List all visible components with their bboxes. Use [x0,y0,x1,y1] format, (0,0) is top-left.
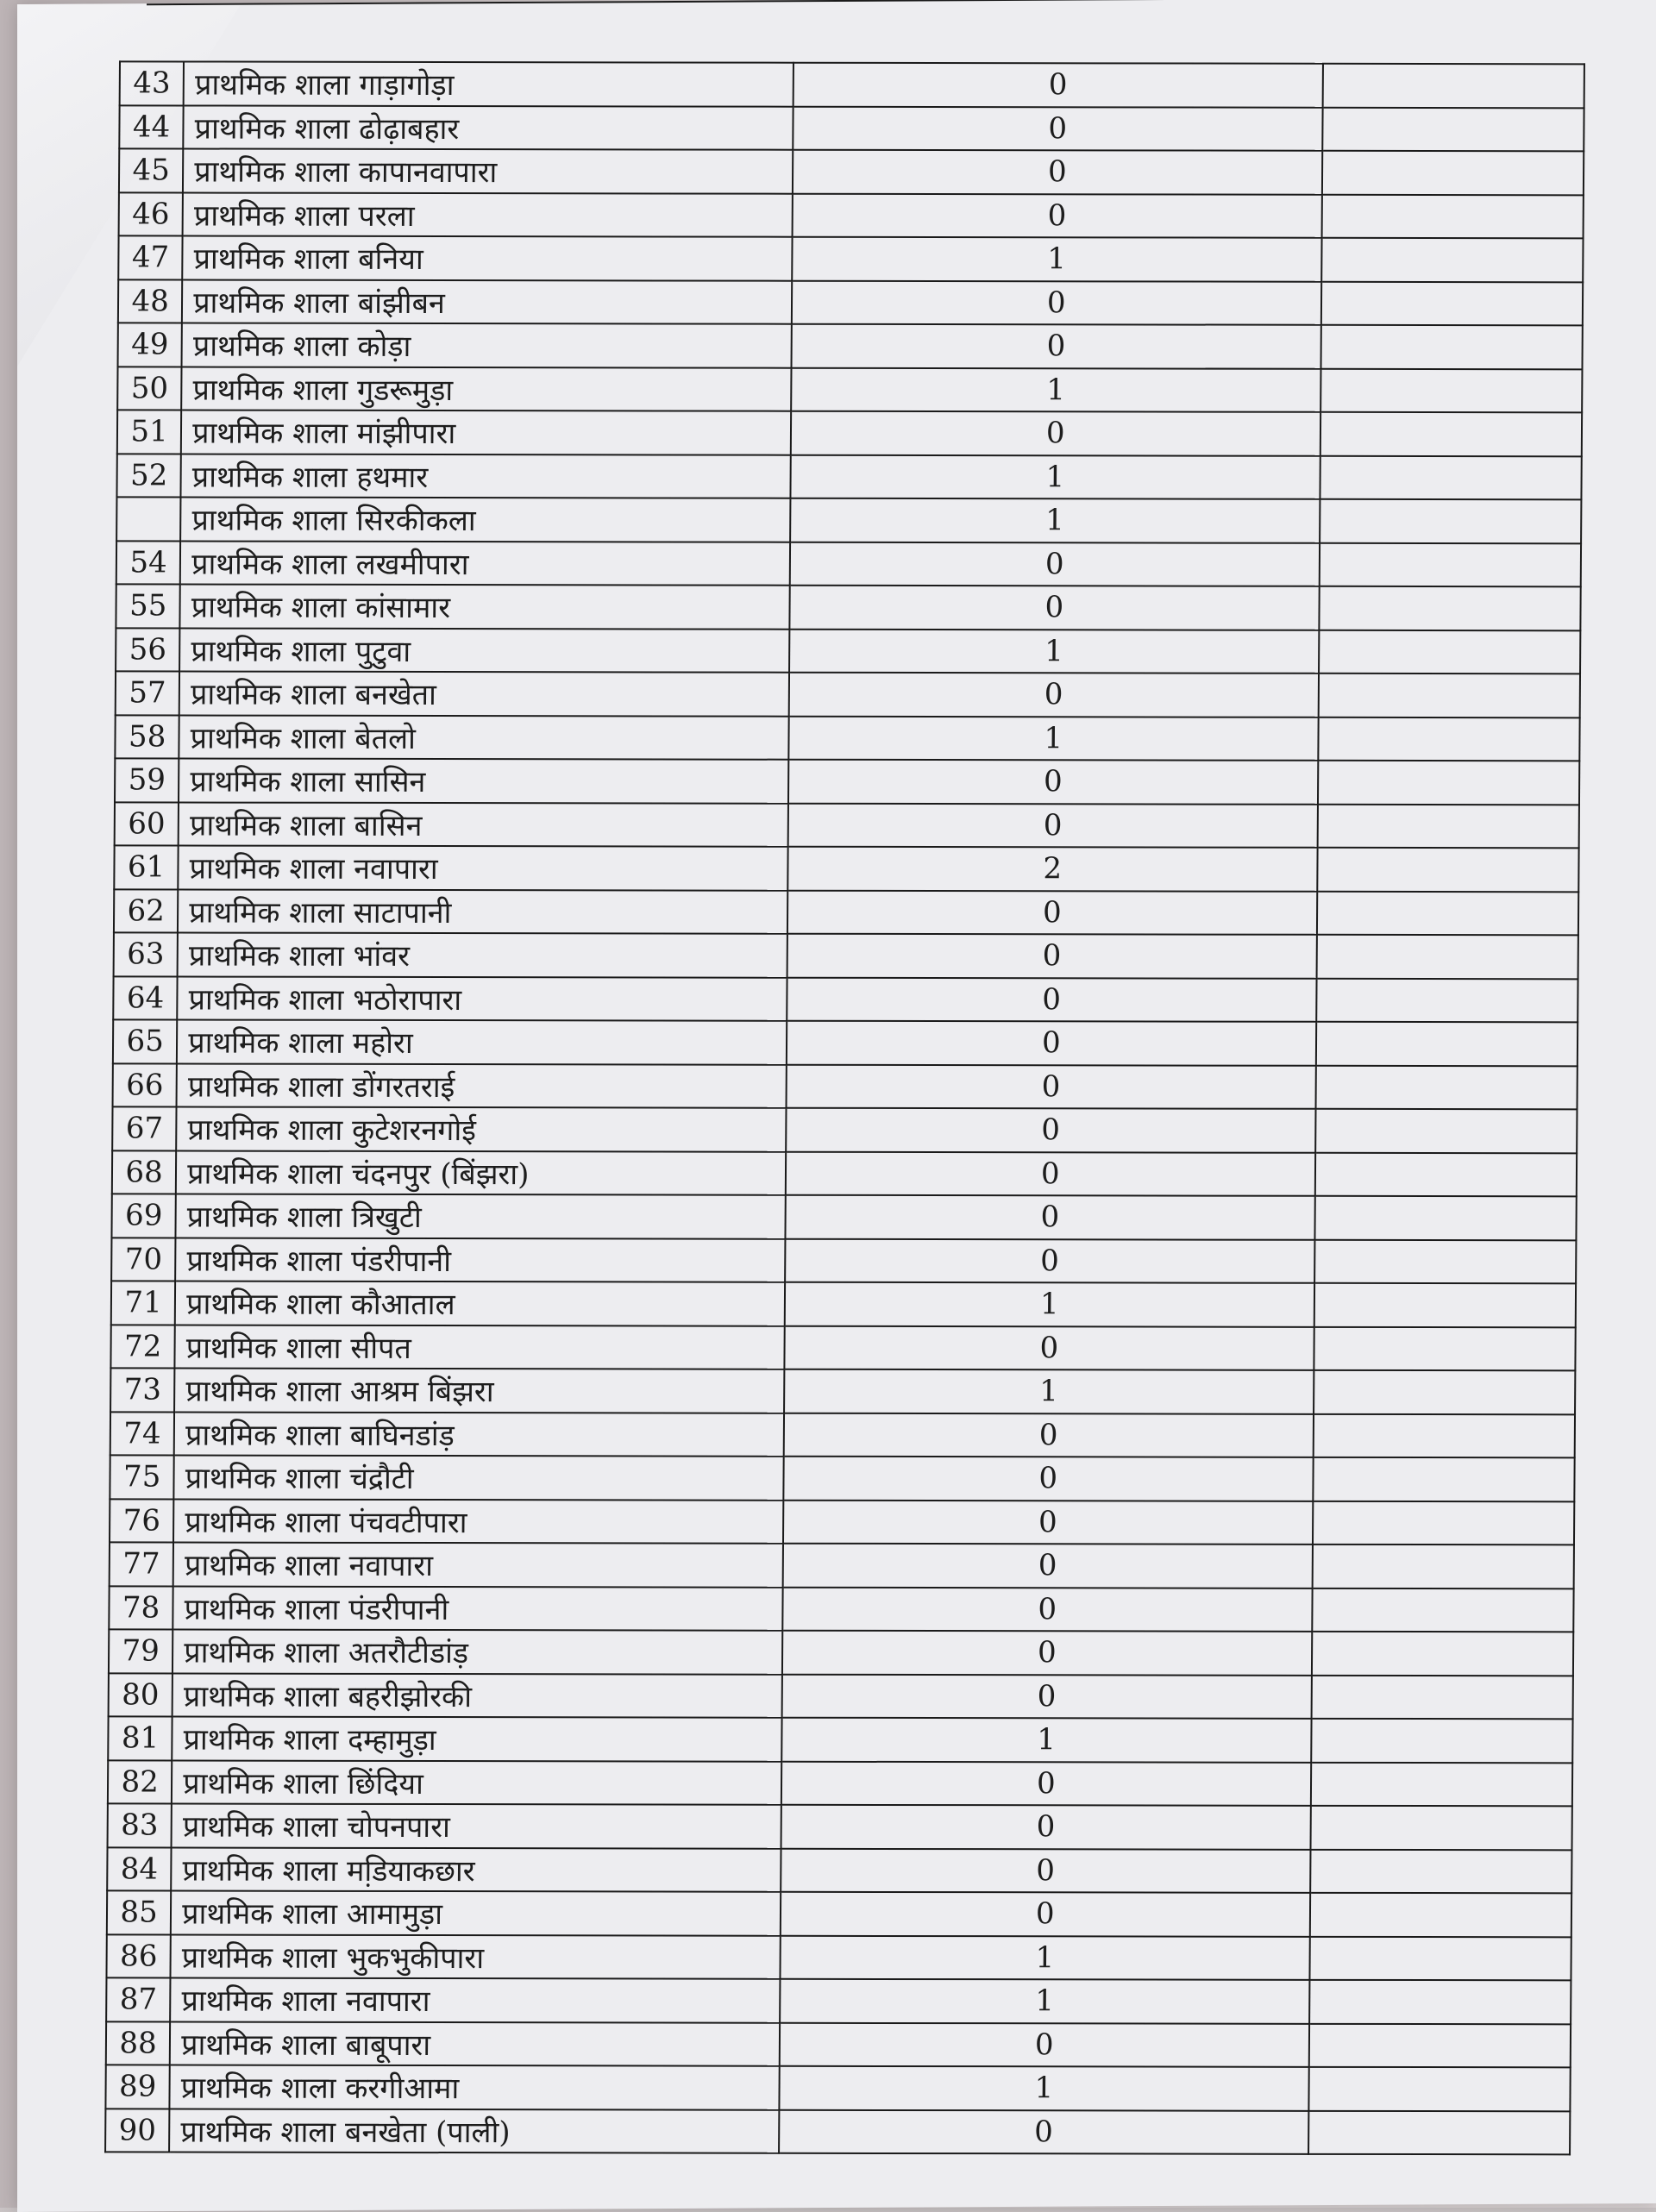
count-value: 1 [784,1369,1314,1414]
count-value: 0 [781,1805,1310,1850]
school-name: प्राथमिक शाला साटापानी [178,889,787,934]
remarks-cell [1314,1283,1576,1327]
count-value: 0 [787,977,1316,1022]
remarks-cell [1312,1632,1573,1676]
row-number: 78 [109,1586,173,1630]
school-name: प्राथमिक शाला मांझीपारा [181,410,791,454]
remarks-cell [1311,1675,1572,1719]
count-value: 1 [779,2066,1308,2111]
school-name: प्राथमिक शाला मडि़याकछार [171,1847,781,1892]
school-name: प्राथमिक शाला बाबूपारा [170,2021,780,2066]
table-row [116,628,1580,674]
remarks-cell [1317,848,1578,892]
school-name: प्राथमिक शाला लखमीपारा [180,541,790,586]
school-name: प्राथमिक शाला बासिन [179,802,788,847]
table-row [119,148,1584,194]
remarks-cell [1318,804,1579,848]
school-name: प्राथमिक शाला दम्हामुड़ा [172,1717,781,1762]
table-row [109,1673,1573,1719]
table-row [115,802,1579,848]
table-row [117,367,1582,412]
row-number: 49 [118,323,183,367]
remarks-cell [1319,674,1580,717]
school-name: प्राथमिक शाला बनखेता [179,671,789,716]
table-row [109,1586,1573,1632]
row-number: 72 [110,1325,175,1369]
count-value: 0 [786,1064,1315,1109]
row-number: 46 [119,192,184,236]
remarks-cell [1317,891,1578,935]
count-value: 2 [787,847,1317,892]
count-value: 0 [779,2022,1308,2067]
count-value: 0 [781,1892,1310,1937]
table-row [117,410,1582,455]
school-name: प्राथमिक शाला सीपत [175,1325,785,1369]
school-name: प्राथमिक शाला पंडरीपानी [175,1238,785,1282]
table-row [110,1325,1575,1370]
row-number [116,497,181,541]
row-number: 84 [107,1847,172,1891]
row-number: 87 [106,1977,171,2021]
table-row [109,1629,1573,1675]
school-name: प्राथमिक शाला चंदनपुर (बिंझरा) [176,1150,786,1195]
school-name: प्राथमिक शाला करगीआमा [170,2065,780,2110]
count-value: 0 [783,1457,1313,1501]
school-name: प्राथमिक शाला आश्रम बिंझरा [174,1369,784,1413]
count-value: 0 [791,411,1320,456]
row-number: 59 [115,758,179,802]
count-value: 0 [784,1325,1314,1370]
remarks-cell [1322,151,1584,195]
remarks-cell [1310,1893,1571,1937]
table-row [113,976,1578,1022]
remarks-cell [1320,499,1581,543]
row-number: 90 [105,2109,170,2152]
count-value: 1 [789,629,1319,674]
table-row [110,1368,1575,1413]
row-number: 71 [111,1281,176,1325]
table-row [119,192,1584,238]
table-row [116,454,1581,499]
row-number: 70 [111,1238,176,1281]
table-row [112,1106,1577,1152]
row-number: 61 [114,845,179,889]
count-value: 0 [787,1021,1316,1066]
remarks-cell [1313,1501,1574,1545]
count-value: 0 [781,1848,1310,1893]
table-row [116,541,1581,586]
school-name: प्राथमिक शाला कोड़ा [182,323,792,367]
count-value: 0 [787,803,1317,848]
table-row [110,1455,1574,1501]
school-name: प्राथमिक शाला बनखेता (पाली) [169,2109,779,2153]
table-row [106,1934,1571,1980]
table-row [115,758,1579,804]
row-number: 86 [106,1934,171,1978]
table-row [116,584,1580,630]
remarks-cell [1321,238,1583,282]
row-number: 62 [114,889,179,933]
count-value: 0 [786,1151,1315,1196]
school-name: प्राथमिक शाला नवापारा [173,1543,783,1588]
table-row [116,671,1580,717]
school-name: प्राथमिक शाला भुकभुकीपारा [171,1934,781,1979]
count-value: 1 [780,1935,1309,1980]
remarks-cell [1314,1370,1575,1414]
table-row [113,1019,1578,1065]
count-value: 0 [782,1631,1312,1676]
table-row [107,1890,1571,1936]
remarks-cell [1310,1849,1571,1893]
remarks-cell [1314,1413,1575,1457]
school-name: प्राथमिक शाला बहरीझोरकी [172,1673,782,1718]
school-name: प्राथमिक शाला त्रिखुटी [176,1194,786,1239]
table-row [111,1281,1576,1326]
table-row [112,1150,1577,1196]
table-row [113,1063,1578,1109]
count-value: 1 [792,237,1321,282]
row-number: 52 [116,454,181,498]
table-row [106,2021,1571,2067]
remarks-cell [1310,1806,1571,1850]
row-number: 65 [113,1019,178,1063]
count-value: 1 [790,454,1320,499]
count-value: 0 [779,2109,1308,2154]
count-value: 0 [782,1544,1312,1589]
count-value: 0 [783,1500,1313,1545]
school-name: प्राथमिक शाला भांवर [178,933,787,978]
count-value: 0 [788,760,1318,805]
table-row [118,323,1583,368]
remarks-cell [1318,761,1579,805]
row-number: 58 [115,715,179,759]
remarks-cell [1319,586,1580,630]
row-number: 79 [109,1629,173,1673]
table-row [114,889,1578,935]
remarks-cell [1312,1588,1573,1632]
school-name: प्राथमिक शाला सिरकीकला [180,497,790,542]
row-number: 74 [110,1412,175,1456]
count-value: 0 [782,1587,1312,1632]
school-name: प्राथमिक शाला भठोरापारा [177,976,787,1021]
remarks-cell [1311,1719,1572,1763]
row-number: 57 [116,671,180,715]
count-value: 0 [789,586,1319,630]
row-number: 67 [112,1106,177,1150]
remarks-cell [1308,2067,1570,2111]
remarks-cell [1320,542,1581,586]
school-name: प्राथमिक शाला डोंगरतराई [177,1063,787,1108]
school-table [104,60,1585,2155]
school-name: प्राथमिक शाला चोपनपारा [172,1804,781,1849]
school-name: प्राथमिक शाला कौआताल [175,1281,785,1326]
table-row [105,2065,1570,2110]
school-name: प्राथमिक शाला नवापारा [170,1978,780,2023]
table-row [108,1760,1572,1806]
count-value: 0 [789,542,1319,586]
row-number: 81 [108,1716,172,1760]
remarks-cell [1315,1065,1577,1109]
count-value: 0 [785,1238,1314,1283]
school-name: प्राथमिक शाला कांसामार [180,584,790,629]
school-table-container [104,60,1585,2155]
count-value: 0 [792,193,1321,238]
remarks-cell [1314,1326,1575,1370]
school-name: प्राथमिक शाला परला [183,192,793,237]
school-name: प्राथमिक शाला कापानवापारा [183,148,793,193]
count-value: 0 [783,1413,1313,1457]
table-row [108,1803,1572,1849]
remarks-cell [1321,281,1583,325]
school-name: प्राथमिक शाला आमामुड़ा [171,1891,781,1936]
school-name: प्राथमिक शाला बांझीबन [182,279,792,324]
remarks-cell [1321,194,1583,238]
count-value: 0 [787,890,1317,935]
school-name: प्राथमिक शाला महोरा [177,1020,787,1065]
school-name: प्राथमिक शाला बनिया [182,235,792,280]
count-value: 0 [793,106,1322,151]
remarks-cell [1308,2110,1570,2154]
remarks-cell [1318,717,1579,761]
school-name: प्राथमिक शाला पुटुवा [179,628,789,673]
row-number: 68 [112,1150,177,1194]
row-number: 47 [118,235,183,279]
remarks-cell [1314,1239,1576,1283]
school-name: प्राथमिक शाला नवापारा [179,845,788,890]
row-number: 55 [116,584,180,628]
table-row [118,235,1583,281]
row-number: 80 [109,1673,173,1717]
school-name: प्राथमिक शाला ढोढ़ाबहार [184,105,794,150]
table-row [118,279,1583,325]
count-value: 0 [786,1108,1315,1153]
count-value: 0 [788,673,1318,717]
school-name: प्राथमिक शाला हथमार [181,454,791,498]
row-number: 76 [110,1499,174,1543]
school-name: प्राथमिक शाला पंचवटीपारा [173,1499,783,1544]
table-row [105,2109,1570,2154]
table-row [111,1194,1576,1239]
count-value: 0 [793,150,1322,195]
table-row [120,61,1584,107]
school-name: प्राथमिक शाला अतरौटीडांड़ [172,1630,782,1675]
remarks-cell [1322,107,1584,151]
count-value: 1 [788,716,1318,761]
remarks-cell [1315,1152,1577,1196]
remarks-cell [1313,1457,1574,1501]
school-name: प्राथमिक शाला पंडरीपानी [173,1586,783,1631]
remarks-cell [1320,455,1581,499]
table-row [114,845,1578,891]
count-value: 1 [781,1718,1311,1763]
remarks-cell [1322,64,1584,108]
row-number: 54 [116,541,181,585]
count-value: 0 [791,324,1320,369]
remarks-cell [1313,1545,1574,1589]
school-name: प्राथमिक शाला सासिन [179,758,788,803]
remarks-cell [1311,1762,1572,1806]
table-row [114,932,1578,978]
school-table-body [105,61,1584,2154]
row-number: 56 [116,628,180,672]
row-number: 85 [107,1890,172,1934]
remarks-cell [1309,1980,1571,2024]
row-number: 69 [111,1194,176,1238]
row-number: 73 [110,1368,175,1412]
row-number: 48 [118,279,183,323]
remarks-cell [1315,1109,1577,1153]
row-number: 77 [110,1542,174,1586]
remarks-cell [1320,368,1582,412]
remarks-cell [1320,412,1582,456]
table-row [108,1716,1572,1762]
row-number: 83 [108,1803,172,1847]
count-value: 0 [785,1195,1314,1240]
row-number: 82 [108,1760,172,1804]
table-row [106,1977,1571,2023]
count-value: 0 [781,1761,1311,1806]
table-row [110,1499,1574,1545]
row-number: 45 [119,148,184,192]
school-name: प्राथमिक शाला कुटेशरनगोई [176,1107,786,1152]
row-number: 64 [113,976,178,1020]
remarks-cell [1316,978,1578,1022]
table-row [115,715,1579,761]
count-value: 0 [781,1674,1311,1719]
row-number: 75 [110,1455,174,1499]
remarks-cell [1316,1022,1578,1066]
row-number: 88 [106,2021,171,2065]
row-number: 89 [105,2065,170,2109]
count-value: 0 [792,280,1321,325]
remarks-cell [1309,2023,1571,2067]
table-row [111,1238,1576,1283]
remarks-cell [1320,325,1582,369]
count-value: 1 [790,498,1320,543]
table-row [107,1847,1571,1893]
remarks-cell [1316,935,1578,979]
table-row [116,497,1581,542]
count-value: 1 [791,367,1320,412]
school-name: प्राथमिक शाला बेतलो [179,715,789,760]
row-number: 44 [119,105,184,149]
count-value: 0 [787,934,1316,979]
row-number: 60 [115,802,179,846]
row-number: 63 [114,932,179,976]
paper-sheet [17,0,1656,2212]
remarks-cell [1319,630,1580,674]
count-value: 1 [780,1979,1309,2024]
row-number: 43 [120,61,185,105]
table-row [119,105,1584,151]
school-name: प्राथमिक शाला चंद्रौटी [174,1456,784,1501]
school-name: प्राथमिक शाला छिंदिया [172,1760,781,1805]
remarks-cell [1309,1936,1571,1980]
row-number: 51 [117,410,182,454]
table-row [110,1542,1574,1588]
table-row [110,1412,1575,1457]
row-number: 66 [113,1063,178,1107]
school-name: प्राथमिक शाला गुडरूमुड़ा [181,367,791,411]
remarks-cell [1314,1196,1576,1240]
row-number: 50 [117,367,182,410]
school-name: प्राथमिक शाला बाघिनडांड़ [174,1412,784,1457]
count-value: 1 [784,1282,1314,1327]
count-value: 0 [793,63,1322,108]
school-name: प्राथमिक शाला गाड़ागोड़ा [184,61,794,106]
